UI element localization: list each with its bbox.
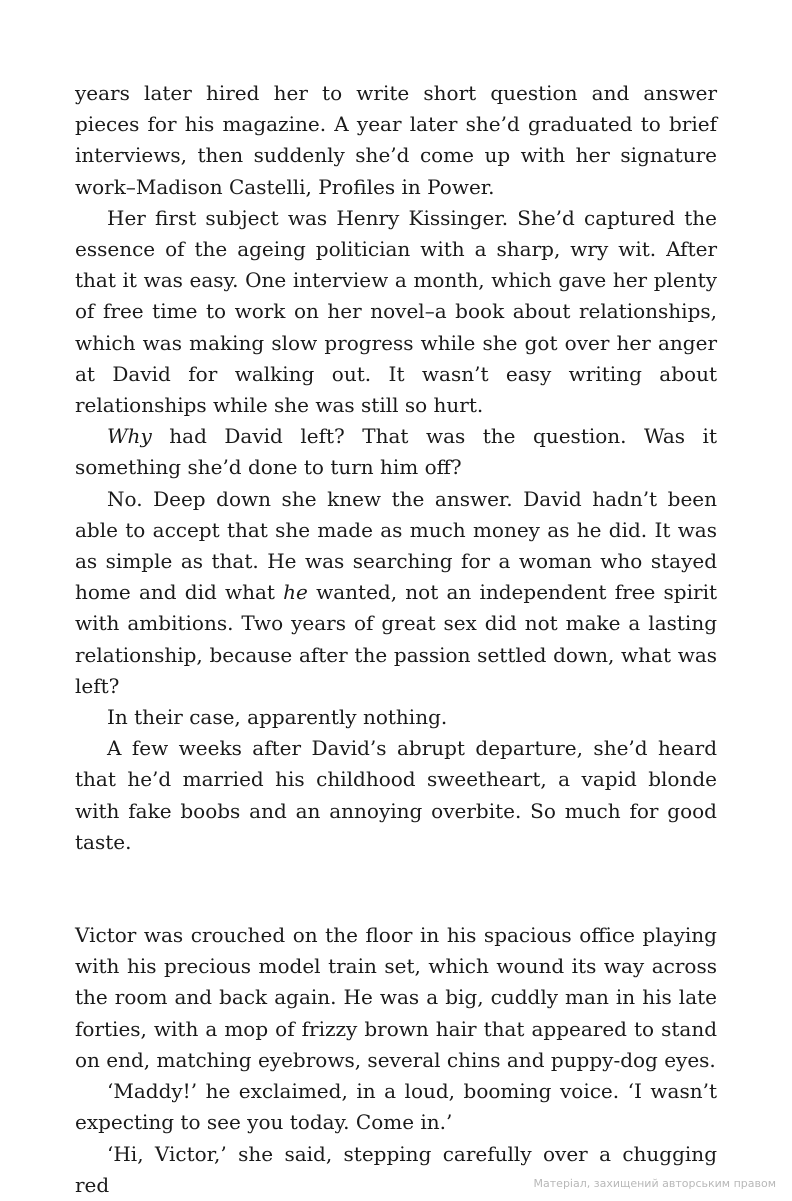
text-segment: No. Deep down she knew the answer. David hadn’t been able to accept that she made as much money as he did. It was as simple as that. He was searching for a woman who stayed home and did what: [75, 486, 717, 605]
copyright-watermark: Матеріал, захищений авторським правом: [533, 1177, 776, 1190]
text-segment: A few weeks after David’s abrupt departure, she’d heard that he’d married his childhood sweetheart, a vapid blonde with fake boobs and an annoying overbite. So much for good taste.: [75, 736, 717, 854]
text-segment: ‘Maddy!’ he exclaimed, in a loud, booming voice. ‘I wasn’t expecting to see you today. Come in.’: [75, 1079, 717, 1135]
paragraph-continuation: [75, 78, 717, 203]
text-segment: wanted, not an independent free spirit with ambitions. Two years of great sex did not make a lasting relationship, because after the passion settled down, what was left?: [75, 580, 717, 698]
paragraph: [75, 203, 717, 421]
text-segment: Her first subject was Henry Kissinger. She’d captured the essence of the ageing politician with a sharp, wry wit. After that it was easy. One interview a month, which gave her plenty of free time to work on her novel–a book about relationships, which was making slow progress while she got over her anger at David for walking out. It wasn’t easy writing about relationships while she was still so hurt.: [75, 205, 717, 418]
paragraph-section-start: [75, 920, 717, 1076]
paragraph: [75, 702, 717, 733]
text-segment: Victor was crouched on the floor in his spacious office playing with his precious model train set, which wound its way across the room and back again. He was a big, cuddly man in his late forties, with a mop of frizzy brown hair that appeared to stand on end, matching eyebrows, several chins and puppy-dog eyes.: [75, 923, 717, 1072]
paragraph: [75, 1076, 717, 1138]
text-segment: had David left? That was the question. Was it something she’d done to turn him off?: [75, 424, 717, 480]
section-break: [75, 858, 717, 920]
text-segment: years later hired her to write short question and answer pieces for his magazine. A year later she’d graduated to brief interviews, then suddenly she’d come up with her signature work–Madison Castelli, Profiles in Power.: [75, 81, 717, 199]
paragraph: [75, 733, 717, 858]
paragraph: [75, 421, 717, 483]
text-segment: ‘Hi, Victor,’ she said, stepping carefully over a chugging red: [75, 1141, 717, 1197]
text-segment: In their case, apparently nothing.: [107, 705, 448, 730]
italic-text: Why: [107, 424, 152, 449]
italic-text: he: [283, 580, 308, 605]
paragraph: [75, 484, 717, 702]
paragraph: [75, 1139, 717, 1201]
page-body: [75, 78, 717, 1201]
